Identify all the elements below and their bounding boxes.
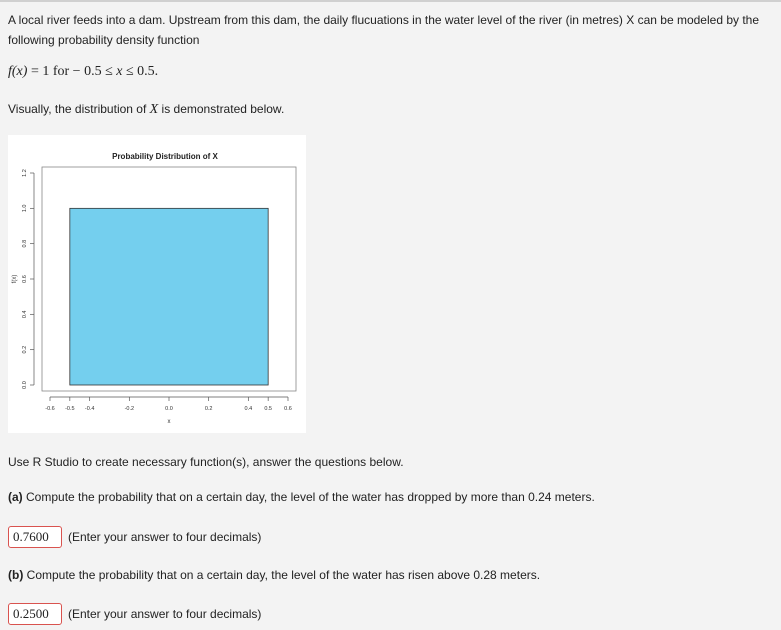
formula-range-right: ≤ 0.5.: [122, 64, 159, 79]
top-divider: [0, 0, 781, 2]
y-tick-label: 0.0: [22, 381, 28, 389]
x-tick-label: -0.4: [84, 406, 95, 412]
formula-range-left: − 0.5 ≤: [72, 64, 117, 79]
answer-b-input[interactable]: 0.2500: [8, 603, 62, 625]
answer-a-row: [8, 526, 261, 548]
x-tick-label: -0.6: [45, 406, 55, 412]
answer-a-note: (Enter your answer to four decimals): [68, 530, 262, 544]
formula-eq: = 1 for: [27, 64, 73, 79]
formula-var: x: [116, 64, 123, 79]
visual-paragraph: [8, 99, 284, 120]
y-tick-label: 0.8: [22, 239, 28, 248]
chart-svg: [8, 135, 306, 433]
pdf-formula: [8, 62, 158, 82]
density-area: [70, 208, 268, 385]
question-b: [8, 565, 540, 585]
x-tick-label: -0.5: [65, 406, 75, 412]
question-a: [8, 487, 595, 507]
visual-var: X: [149, 102, 159, 117]
y-tick-label: 0.2: [22, 345, 28, 354]
question-b-text: Compute the probability that on a certain day, the level of the water has risen above 0.28 meters.: [23, 568, 541, 582]
formula-lhs: f(x): [8, 64, 28, 79]
answer-a-input[interactable]: 0.7600: [8, 526, 62, 548]
question-a-text: Compute the probability that on a certain day, the level of the water has dropped by more than 0.24 meters.: [22, 490, 595, 504]
chart-ylabel: f(x): [12, 274, 18, 284]
y-tick-label: 1.0: [22, 204, 28, 213]
visual-suffix: is demonstrated below.: [158, 102, 285, 116]
question-b-label: (b): [8, 568, 24, 582]
x-tick-label: 0.2: [204, 406, 213, 412]
x-tick-label: 0.0: [165, 406, 173, 412]
answer-b-note: (Enter your answer to four decimals): [68, 607, 262, 621]
visual-prefix: Visually, the distribution of: [8, 102, 150, 116]
y-tick-label: 0.6: [22, 275, 28, 283]
x-tick-label: 0.6: [284, 406, 292, 412]
answer-b-row: [8, 603, 261, 625]
y-tick-label: 0.4: [22, 310, 28, 319]
intro-paragraph: A local river feeds into a dam. Upstream from this dam, the daily flucuations in the water level of the river (in metres) X can be modeled by the following probability density function: [8, 13, 760, 47]
chart-title: Probability Distribution of X: [112, 152, 218, 161]
x-tick-label: -0.2: [124, 406, 135, 412]
chart-xlabel: x: [167, 419, 171, 425]
instructions: Use R Studio to create necessary function(s), answer the questions below.: [8, 455, 404, 469]
x-tick-label: 0.5: [264, 406, 272, 412]
distribution-chart: [8, 135, 306, 433]
y-tick-label: 1.2: [22, 169, 28, 177]
question-a-label: (a): [8, 490, 23, 504]
x-tick-label: 0.4: [244, 406, 253, 412]
